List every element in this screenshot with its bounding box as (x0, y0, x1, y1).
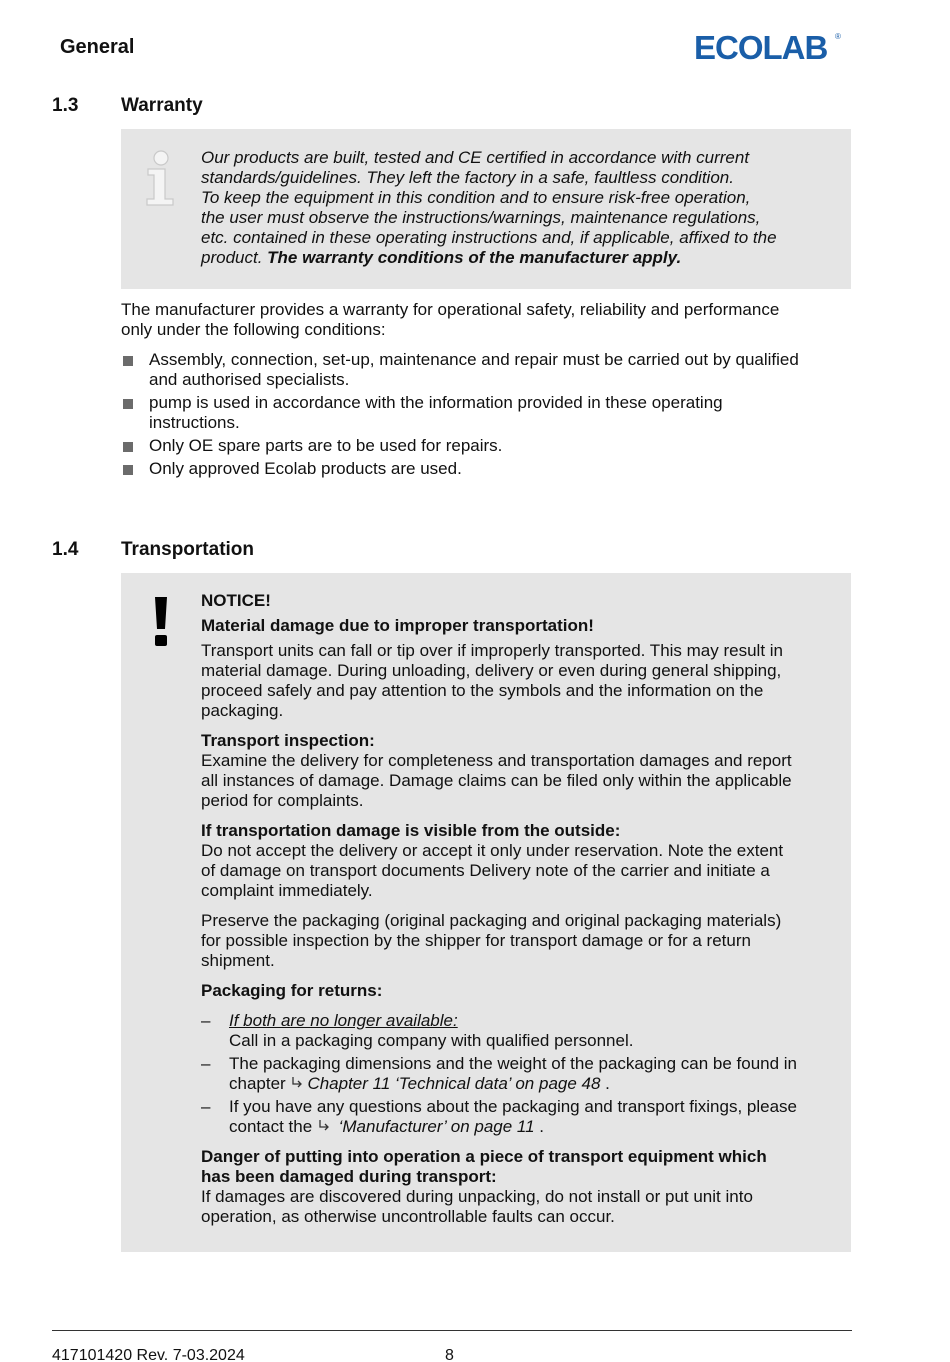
notice-label: NOTICE! (201, 591, 271, 610)
notice-paragraph: Transport units can fall or tip over if improperly transported. This may result in material damage. During unloading, delivery or even during general shipping, proceed safely and pay attention to the symbols and the information on the packaging. (201, 641, 784, 720)
visible-damage-paragraph: If transportation damage is visible from the outside: Do not accept the delivery or accept it only under reservation. Note the extent of damage on transport documents Delivery note of the carrier and initiate a complaint immediately. (201, 821, 837, 901)
info-box (121, 129, 851, 289)
list-item: – The packaging dimensions and the weight of the packaging can be found in chapter Chapter 11 ‘Technical data’ on page 48 . (201, 1054, 798, 1093)
square-bullet-icon (123, 442, 133, 452)
section-title-transportation: Transportation (121, 539, 255, 560)
info-line-last: product. The warranty conditions of the manufacturer apply. (201, 248, 682, 267)
list-item: Assembly, connection, set-up, maintenance and repair must be carried out by qualified and authorised specialists. (121, 350, 851, 390)
list-item: – If you have any questions about the packaging and transport fixings, please contact the ‘Manufacturer’ on page 11 . (201, 1097, 797, 1136)
warranty-conditions-list (121, 350, 851, 482)
info-text (201, 148, 837, 268)
inspection-heading: Transport inspection: (201, 731, 375, 750)
visible-damage-heading: If transportation damage is visible from the outside: (201, 821, 621, 840)
danger-paragraph: Danger of putting into operation a piece of transport equipment which has been damaged during transport: If damages are discovered during unpacking, do not install or put unit into operation, as otherwise uncontrollable faults can occur. (201, 1147, 767, 1226)
preserve-paragraph: Preserve the packaging (original packaging and original packaging materials) for possible inspection by the shipper for transport damage or for a return shipment. (201, 911, 782, 970)
manufacturer-link[interactable]: ‘Manufacturer’ on page 11 (333, 1117, 535, 1136)
list-item: Only OE spare parts are to be used for repairs. (121, 436, 851, 456)
page-number: 8 (445, 1347, 454, 1362)
list-item: Only approved Ecolab products are used. (121, 459, 851, 479)
notice-text (201, 591, 837, 1227)
info-line: To keep the equipment in this condition and to ensure risk-free operation, (201, 188, 751, 207)
info-line: etc. contained in these operating instructions and, if applicable, affixed to the (201, 228, 777, 247)
section-number: 1.3 (52, 95, 79, 116)
page-header-title: General (60, 36, 135, 58)
section-number: 1.4 (52, 539, 79, 560)
section-title-warranty: Warranty (121, 95, 203, 116)
chapter-link[interactable]: Chapter 11 ‘Technical data’ on page 48 (307, 1074, 601, 1093)
warranty-intro: The manufacturer provides a warranty for operational safety, reliability and performance only under the following conditions: (121, 300, 780, 339)
footer-divider (52, 1330, 852, 1331)
cross-reference-icon (290, 1076, 304, 1090)
list-item: pump is used in accordance with the information provided in these operating instructions. (121, 393, 851, 433)
document-reference: 417101420 Rev. 7-03.2024 (52, 1347, 245, 1362)
cross-reference-icon (317, 1119, 331, 1133)
info-icon (143, 149, 175, 207)
square-bullet-icon (123, 399, 133, 409)
inspection-paragraph: Transport inspection: Examine the delivery for completeness and transportation damages and report all instances of damage. Damage claims can be filed only within the applicable period for complaints. (201, 731, 837, 811)
notice-heading: Material damage due to improper transportation! (201, 616, 594, 635)
info-line: the user must observe the instructions/warnings, maintenance regulations, (201, 208, 761, 227)
square-bullet-icon (123, 465, 133, 475)
exclamation-icon (151, 595, 171, 647)
returns-heading: Packaging for returns: (201, 981, 383, 1000)
returns-list (201, 1011, 837, 1137)
svg-text:ECOLAB: ECOLAB (694, 29, 828, 64)
list-item: – If both are no longer available: Call in a packaging company with qualified personnel. (201, 1011, 634, 1050)
svg-text:®: ® (835, 32, 841, 41)
info-line: Our products are built, tested and CE certified in accordance with current (201, 148, 750, 167)
ecolab-logo (694, 28, 844, 64)
warranty-conditions-emphasis: The warranty conditions of the manufacturer apply. (267, 248, 682, 267)
info-line: standards/guidelines. They left the factory in a safe, faultless condition. (201, 168, 734, 187)
square-bullet-icon (123, 356, 133, 366)
notice-box (121, 573, 851, 1252)
